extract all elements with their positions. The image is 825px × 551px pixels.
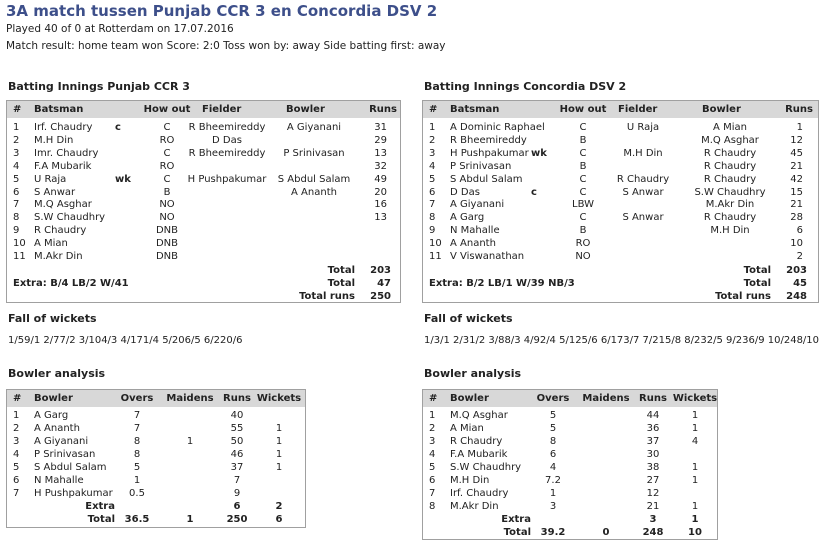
batsman-number: 5 xyxy=(429,173,436,185)
bowling-total-wickets: 6 xyxy=(275,514,283,525)
batsman-runs: 31 xyxy=(374,122,387,133)
header-num: # xyxy=(13,104,22,115)
home-fall-of-wickets: 1/59/1 2/77/2 3/104/3 4/171/4 5/206/5 6/220/6 xyxy=(8,335,243,346)
bowling-total-runs: 250 xyxy=(226,514,248,525)
batsman-name: A Mian xyxy=(34,238,68,250)
how-out: DNB xyxy=(155,251,179,262)
batsman-number: 6 xyxy=(13,186,20,198)
how-out: B xyxy=(579,160,587,172)
how-out: RO xyxy=(575,238,591,250)
bowler-wickets: 1 xyxy=(275,423,283,434)
batsman-role: c xyxy=(531,186,537,198)
batsman-name: U Raja xyxy=(34,173,67,185)
fielder-name: R Chaudry xyxy=(616,173,670,185)
page-title: 3A match tussen Punjab CCR 3 en Concordia DSV 2 xyxy=(6,2,438,20)
batsman-name: A Giyanani xyxy=(450,199,505,211)
bowler-name: A Mian xyxy=(713,122,747,133)
total-runs-value: 248 xyxy=(786,291,807,302)
bowling-total-overs: 39.2 xyxy=(540,527,566,538)
header-wickets: Wickets xyxy=(672,393,718,404)
away-batting-table xyxy=(422,100,819,303)
home-batting-title: Batting Innings Punjab CCR 3 xyxy=(8,80,190,93)
how-out: C xyxy=(579,186,587,198)
table-header xyxy=(7,390,305,407)
batsman-name: F.A Mubarik xyxy=(34,160,92,172)
batsman-number: 10 xyxy=(13,238,26,250)
extras-summary: Extra: B/4 LB/2 W/41 xyxy=(13,278,129,289)
header-batsman: Batsman xyxy=(34,104,84,115)
batsman-name: M.Q Asghar xyxy=(34,199,92,211)
table-header xyxy=(423,390,717,407)
bowler-runs: 44 xyxy=(646,410,660,421)
bowling-total-overs: 36.5 xyxy=(124,514,150,525)
bowler-overs: 0.5 xyxy=(129,488,145,499)
how-out: C xyxy=(579,173,587,185)
bowler-overs: 8 xyxy=(133,449,141,460)
bowler-wickets: 1 xyxy=(275,449,283,460)
bowler-runs: 7 xyxy=(233,475,241,486)
bowler-wickets: 1 xyxy=(691,462,699,473)
how-out: B xyxy=(579,225,587,237)
batsman-number: 6 xyxy=(429,186,436,198)
bowling-total-runs: 248 xyxy=(642,527,664,538)
fielder-name: S Anwar xyxy=(622,212,664,224)
total-runs-label: Total runs xyxy=(715,291,771,302)
bowler-number: 7 xyxy=(429,488,436,499)
bowler-name: P Srinivasan xyxy=(283,147,345,159)
header-overs: Overs xyxy=(536,393,570,404)
batsman-name: V Viswanathan xyxy=(450,251,525,262)
header-maidens: Maidens xyxy=(166,393,214,404)
header-batsman: Batsman xyxy=(450,104,500,115)
batsman-name: A Ananth xyxy=(450,238,496,250)
bowler-name: A Mian xyxy=(450,423,484,434)
fielder-name: R Bheemireddy xyxy=(188,122,266,133)
batsman-name: M.H Din xyxy=(34,134,74,146)
how-out: RO xyxy=(159,134,175,146)
batsman-runs: 15 xyxy=(790,186,803,198)
batsman-name: M.Akr Din xyxy=(34,251,83,262)
extras-total-label: Total xyxy=(743,278,771,289)
batsman-number: 4 xyxy=(13,160,20,172)
batsman-number: 9 xyxy=(429,225,436,237)
batsman-number: 2 xyxy=(13,134,20,146)
bowler-name: N Mahalle xyxy=(34,475,84,486)
batsman-role: wk xyxy=(531,147,547,159)
bowler-name: M.Akr Din xyxy=(705,199,755,211)
bowler-overs: 3 xyxy=(549,501,557,512)
bowler-name: S.W Chaudhry xyxy=(694,186,766,198)
bowler-number: 4 xyxy=(429,449,436,460)
batsman-name: R Chaudry xyxy=(34,225,87,237)
home-bowling-table xyxy=(6,389,306,528)
bowler-overs: 5 xyxy=(549,423,557,434)
away-fall-of-wickets: 1/3/1 2/31/2 3/88/3 4/92/4 5/125/6 6/173/7 7/215/8 8/232/5 9/236/9 10/248/10 xyxy=(424,335,820,346)
away-bowling-table xyxy=(422,389,718,540)
home-batting-table xyxy=(6,100,401,303)
header-bowler: Bowler xyxy=(286,104,325,115)
how-out: C xyxy=(163,147,171,159)
bowler-number: 6 xyxy=(429,475,436,486)
bowler-runs: 21 xyxy=(646,501,660,512)
batsman-runs: 13 xyxy=(374,147,387,159)
total-label: Total xyxy=(327,265,355,276)
how-out: NO xyxy=(159,199,175,211)
header-runs: Runs xyxy=(369,104,397,115)
bowler-name: S.W Chaudhry xyxy=(450,462,522,473)
bowling-total-maidens: 1 xyxy=(186,514,194,525)
batsman-name: A Garg xyxy=(450,212,485,224)
bowler-name: A Garg xyxy=(34,410,69,421)
match-result: Match result: home team won Score: 2:0 Toss won by: away Side batting first: away xyxy=(6,40,446,52)
bowler-maidens: 1 xyxy=(186,436,194,447)
bowler-runs: 36 xyxy=(646,423,660,434)
batsman-name: S Abdul Salam xyxy=(450,173,523,185)
bowler-overs: 7.2 xyxy=(545,475,561,486)
bowler-number: 8 xyxy=(429,501,436,512)
fielder-name: R Bheemireddy xyxy=(188,147,266,159)
bowler-overs: 5 xyxy=(549,410,557,421)
batsman-runs: 20 xyxy=(374,186,387,198)
match-info: Played 40 of 0 at Rotterdam on 17.07.2016 xyxy=(6,23,234,35)
total-label: Total xyxy=(743,265,771,276)
bowler-overs: 8 xyxy=(133,436,141,447)
batsman-name: N Mahalle xyxy=(450,225,500,237)
total-value: 203 xyxy=(786,265,807,276)
total-value: 203 xyxy=(370,265,391,276)
bowler-number: 1 xyxy=(429,410,436,421)
batsman-name: H Pushpakumar xyxy=(450,147,529,159)
batsman-runs: 21 xyxy=(790,160,803,172)
fielder-name: U Raja xyxy=(626,122,660,133)
batsman-number: 1 xyxy=(429,122,436,133)
batsman-runs: 21 xyxy=(790,199,803,211)
batsman-number: 11 xyxy=(429,251,442,262)
header-bowler: Bowler xyxy=(34,393,73,404)
how-out: DNB xyxy=(155,238,179,250)
bowler-name: P Srinivasan xyxy=(34,449,96,460)
batsman-runs: 42 xyxy=(790,173,803,185)
bowling-extra-wickets: 1 xyxy=(691,514,699,525)
how-out: C xyxy=(579,212,587,224)
how-out: NO xyxy=(159,212,175,224)
batsman-number: 1 xyxy=(13,122,20,133)
bowler-number: 5 xyxy=(429,462,436,473)
bowling-total-label: Total xyxy=(87,514,115,525)
bowling-extra-label: Extra xyxy=(85,501,115,512)
batsman-name: P Srinivasan xyxy=(450,160,512,172)
bowler-wickets: 1 xyxy=(691,501,699,512)
batsman-number: 9 xyxy=(13,225,20,237)
bowler-runs: 46 xyxy=(230,449,244,460)
batsman-runs: 28 xyxy=(790,212,803,224)
batsman-number: 3 xyxy=(13,147,20,159)
bowling-extra-runs: 6 xyxy=(233,501,241,512)
bowling-total-maidens: 0 xyxy=(602,527,610,538)
batsman-number: 10 xyxy=(429,238,442,250)
bowler-name: M.H Din xyxy=(710,225,750,237)
bowling-total-wickets: 10 xyxy=(688,527,702,538)
fielder-name: S Anwar xyxy=(622,186,664,198)
bowler-name: R Chaudry xyxy=(703,212,757,224)
bowler-runs: 30 xyxy=(646,449,660,460)
table-header xyxy=(7,101,400,118)
batsman-name: S Anwar xyxy=(34,186,76,198)
header-runs: Runs xyxy=(223,393,251,404)
batsman-number: 4 xyxy=(429,160,436,172)
bowler-number: 3 xyxy=(429,436,436,447)
bowler-overs: 1 xyxy=(549,488,557,499)
header-num: # xyxy=(429,104,438,115)
bowler-name: S Abdul Salam xyxy=(277,173,351,185)
bowler-name: R Chaudry xyxy=(703,147,757,159)
bowler-name: R Chaudry xyxy=(703,160,757,172)
batsman-number: 8 xyxy=(429,212,436,224)
batsman-name: S.W Chaudhry xyxy=(34,212,106,224)
bowling-extra-runs: 3 xyxy=(649,514,657,525)
batsman-number: 2 xyxy=(429,134,436,146)
fielder-name: M.H Din xyxy=(623,147,663,159)
batsman-runs: 12 xyxy=(790,134,803,146)
bowler-runs: 40 xyxy=(230,410,244,421)
fielder-name: H Pushpakumar xyxy=(187,173,267,185)
batsman-runs: 49 xyxy=(374,173,387,185)
header-num: # xyxy=(13,393,22,404)
bowler-number: 6 xyxy=(13,475,20,486)
batsman-runs: 1 xyxy=(796,122,803,133)
bowler-name: F.A Mubarik xyxy=(450,449,508,460)
total-runs-label: Total runs xyxy=(299,291,355,302)
header-bowler: Bowler xyxy=(450,393,489,404)
header-wickets: Wickets xyxy=(256,393,302,404)
how-out: DNB xyxy=(155,225,179,237)
extras-value: 45 xyxy=(793,278,807,289)
bowling-extra-wickets: 2 xyxy=(275,501,283,512)
batsman-name: D Das xyxy=(450,186,480,198)
bowler-wickets: 1 xyxy=(691,423,699,434)
table-header xyxy=(423,101,818,118)
how-out: NO xyxy=(575,251,591,262)
bowler-name: R Chaudry xyxy=(703,173,757,185)
header-num: # xyxy=(429,393,438,404)
bowling-extra-label: Extra xyxy=(501,514,531,525)
bowler-number: 7 xyxy=(13,488,20,499)
bowler-runs: 9 xyxy=(233,488,241,499)
batsman-runs: 32 xyxy=(374,160,387,172)
bowler-number: 1 xyxy=(13,410,20,421)
batsman-name: Imr. Chaudry xyxy=(34,147,99,159)
how-out: B xyxy=(579,134,587,146)
bowler-overs: 6 xyxy=(549,449,557,460)
bowler-name: A Ananth xyxy=(34,423,80,434)
batsman-number: 11 xyxy=(13,251,26,262)
bowler-runs: 37 xyxy=(230,462,244,473)
batsman-runs: 2 xyxy=(796,251,803,262)
fielder-name: D Das xyxy=(212,134,242,146)
batsman-name: R Bheemireddy xyxy=(450,134,527,146)
batsman-runs: 16 xyxy=(374,199,387,211)
bowler-runs: 55 xyxy=(230,423,244,434)
header-runs: Runs xyxy=(785,104,813,115)
header-runs: Runs xyxy=(639,393,667,404)
total-runs-value: 250 xyxy=(370,291,391,302)
bowler-name: A Ananth xyxy=(291,186,337,198)
bowler-overs: 7 xyxy=(133,423,141,434)
bowler-runs: 50 xyxy=(230,436,244,447)
batsman-name: Irf. Chaudry xyxy=(34,122,93,133)
bowler-wickets: 1 xyxy=(691,475,699,486)
how-out: C xyxy=(163,122,171,133)
batsman-runs: 10 xyxy=(790,238,803,250)
bowling-total-label: Total xyxy=(503,527,531,538)
bowler-name: M.Akr Din xyxy=(450,501,499,512)
bowler-number: 3 xyxy=(13,436,20,447)
bowler-runs: 27 xyxy=(646,475,660,486)
batsman-number: 8 xyxy=(13,212,20,224)
batsman-role: c xyxy=(115,122,121,133)
bowler-overs: 4 xyxy=(549,462,557,473)
header-bowler: Bowler xyxy=(702,104,741,115)
how-out: C xyxy=(163,173,171,185)
header-maidens: Maidens xyxy=(582,393,630,404)
bowler-name: M.Q Asghar xyxy=(450,410,508,421)
bowler-number: 4 xyxy=(13,449,20,460)
bowler-name: M.Q Asghar xyxy=(701,134,759,146)
home-bowler-analysis-title: Bowler analysis xyxy=(8,367,106,380)
bowler-number: 2 xyxy=(13,423,20,434)
batsman-runs: 6 xyxy=(796,225,803,237)
batsman-role: wk xyxy=(115,173,131,185)
away-batting-title: Batting Innings Concordia DSV 2 xyxy=(424,80,627,93)
header-fielder: Fielder xyxy=(202,104,242,115)
bowler-name: S Abdul Salam xyxy=(34,462,107,473)
away-bowler-analysis-title: Bowler analysis xyxy=(424,367,522,380)
how-out: C xyxy=(579,122,587,133)
bowler-runs: 12 xyxy=(646,488,660,499)
batsman-number: 7 xyxy=(429,199,436,211)
how-out: LBW xyxy=(572,199,594,211)
extras-value: 47 xyxy=(377,278,391,289)
bowler-wickets: 1 xyxy=(275,436,283,447)
bowler-number: 5 xyxy=(13,462,20,473)
extras-summary: Extra: B/2 LB/1 W/39 NB/3 xyxy=(429,278,575,289)
bowler-wickets: 1 xyxy=(275,462,283,473)
bowler-name: M.H Din xyxy=(450,475,490,486)
bowler-overs: 7 xyxy=(133,410,141,421)
batsman-number: 7 xyxy=(13,199,20,211)
batsman-runs: 45 xyxy=(790,147,803,159)
home-fall-of-wickets-title: Fall of wickets xyxy=(8,312,97,325)
bowler-name: H Pushpakumar xyxy=(34,488,113,499)
bowler-overs: 8 xyxy=(549,436,557,447)
extras-total-label: Total xyxy=(327,278,355,289)
how-out: C xyxy=(579,147,587,159)
bowler-overs: 1 xyxy=(133,475,141,486)
how-out: B xyxy=(163,186,171,198)
bowler-name: R Chaudry xyxy=(450,436,503,447)
bowler-wickets: 1 xyxy=(691,410,699,421)
how-out: RO xyxy=(159,160,175,172)
bowler-name: Irf. Chaudry xyxy=(450,488,509,499)
batsman-runs: 29 xyxy=(374,134,387,146)
batsman-runs: 13 xyxy=(374,212,387,224)
batsman-name: A Dominic Raphael xyxy=(450,122,545,133)
header-howout: How out xyxy=(559,104,607,115)
bowler-name: A Giyanani xyxy=(34,436,89,447)
away-fall-of-wickets-title: Fall of wickets xyxy=(424,312,513,325)
bowler-runs: 37 xyxy=(646,436,660,447)
header-howout: How out xyxy=(143,104,191,115)
batsman-number: 5 xyxy=(13,173,20,185)
batsman-number: 3 xyxy=(429,147,436,159)
bowler-overs: 5 xyxy=(133,462,141,473)
bowler-runs: 38 xyxy=(646,462,660,473)
bowler-number: 2 xyxy=(429,423,436,434)
header-overs: Overs xyxy=(120,393,154,404)
header-fielder: Fielder xyxy=(618,104,658,115)
bowler-wickets: 4 xyxy=(691,436,699,447)
bowler-name: A Giyanani xyxy=(286,122,342,133)
